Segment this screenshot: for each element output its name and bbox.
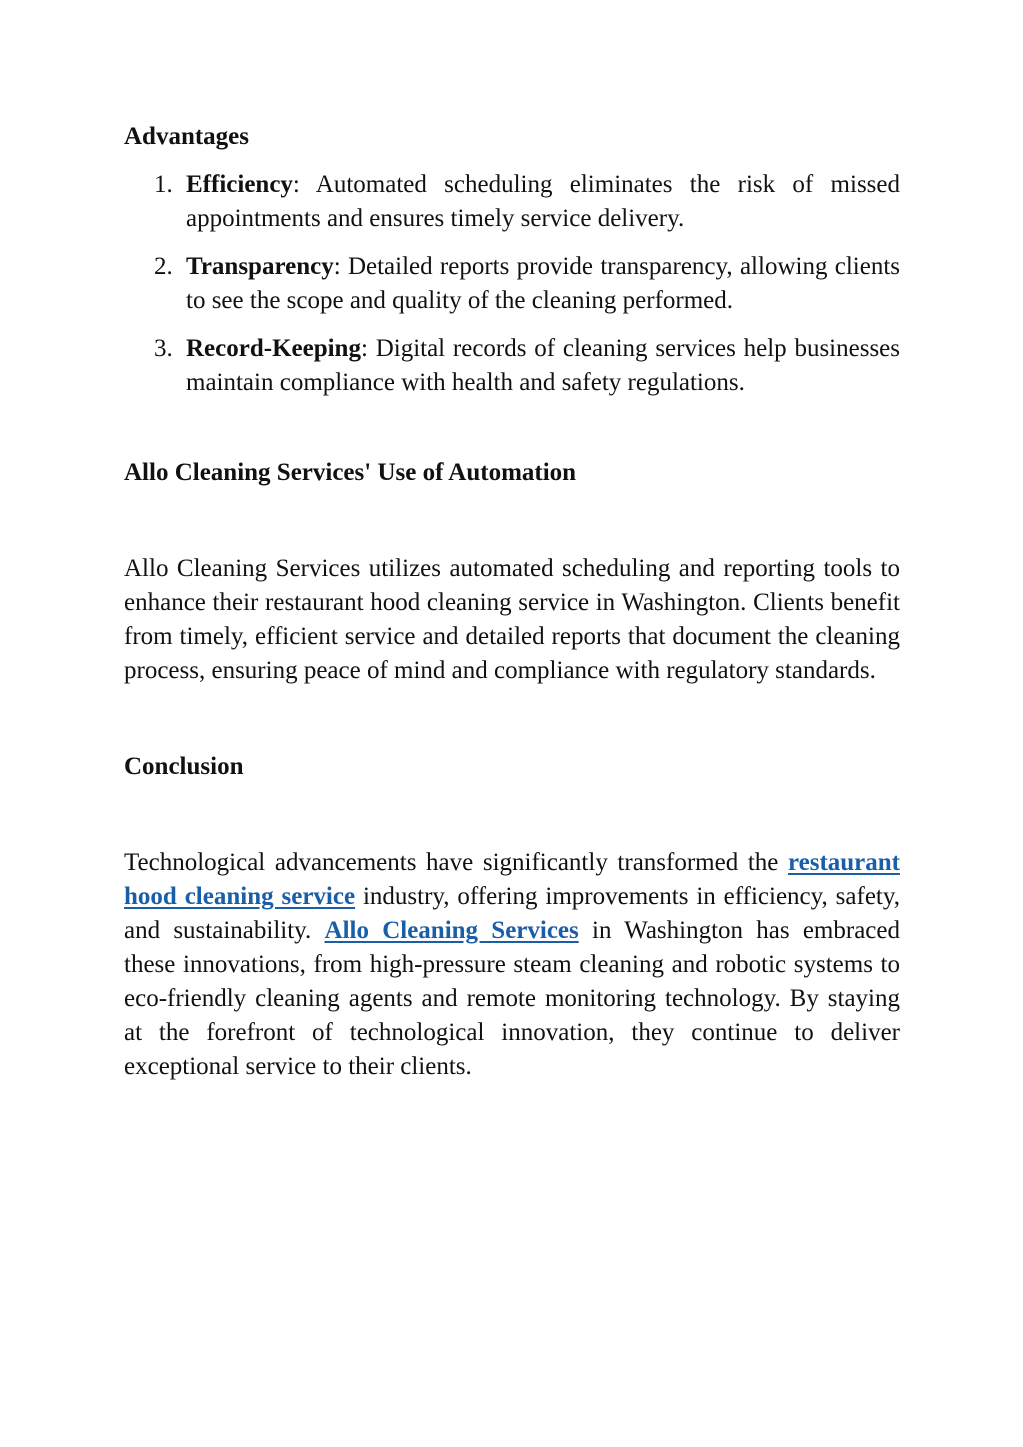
list-text: : Detailed reports provide transparency, allowing clients to see the scope and quality of the cleaning performed. (186, 253, 900, 314)
conclusion-text-3: in Washington has embraced these innovations, from high-pressure steam cleaning and robotic systems to eco-friendly cleaning agents and remote monitoring technology. By staying at the forefront of technological innovation, they continue to deliver exceptional service to their clients. (124, 917, 900, 1080)
list-term: Record-Keeping (186, 335, 361, 362)
document-page (124, 120, 900, 1084)
list-item (124, 250, 900, 318)
advantages-heading: Advantages (124, 123, 250, 150)
automation-paragraph: Allo Cleaning Services utilizes automated scheduling and reporting tools to enhance their restaurant hood cleaning service in Washington. Clients benefit from timely, efficient service and detailed reports that document the cleaning process, ensuring peace of mind and compliance with regulatory standards. (124, 555, 900, 684)
list-item (124, 168, 900, 236)
conclusion-heading: Conclusion (124, 753, 244, 780)
allo-cleaning-services-link[interactable]: Allo Cleaning Services (324, 917, 579, 944)
conclusion-text-2: industry, offering improvements in efficiency, safety, and sustainability. (124, 883, 900, 944)
list-text: : Digital records of cleaning services help businesses maintain compliance with health and safety regulations. (186, 335, 900, 396)
list-text: : Automated scheduling eliminates the risk of missed appointments and ensures timely service delivery. (186, 171, 900, 232)
list-term: Transparency (186, 253, 334, 280)
list-term: Efficiency (186, 171, 293, 198)
list-number: 1. (154, 171, 173, 198)
advantages-list (124, 168, 900, 400)
conclusion-text-1: Technological advancements have significantly transformed the (124, 849, 788, 876)
list-item (124, 332, 900, 400)
automation-heading: Allo Cleaning Services' Use of Automation (124, 459, 577, 486)
list-number: 2. (154, 253, 173, 280)
conclusion-paragraph (124, 846, 900, 1084)
restaurant-hood-cleaning-link[interactable]: restaurant hood cleaning service (124, 849, 900, 910)
list-number: 3. (154, 335, 173, 362)
